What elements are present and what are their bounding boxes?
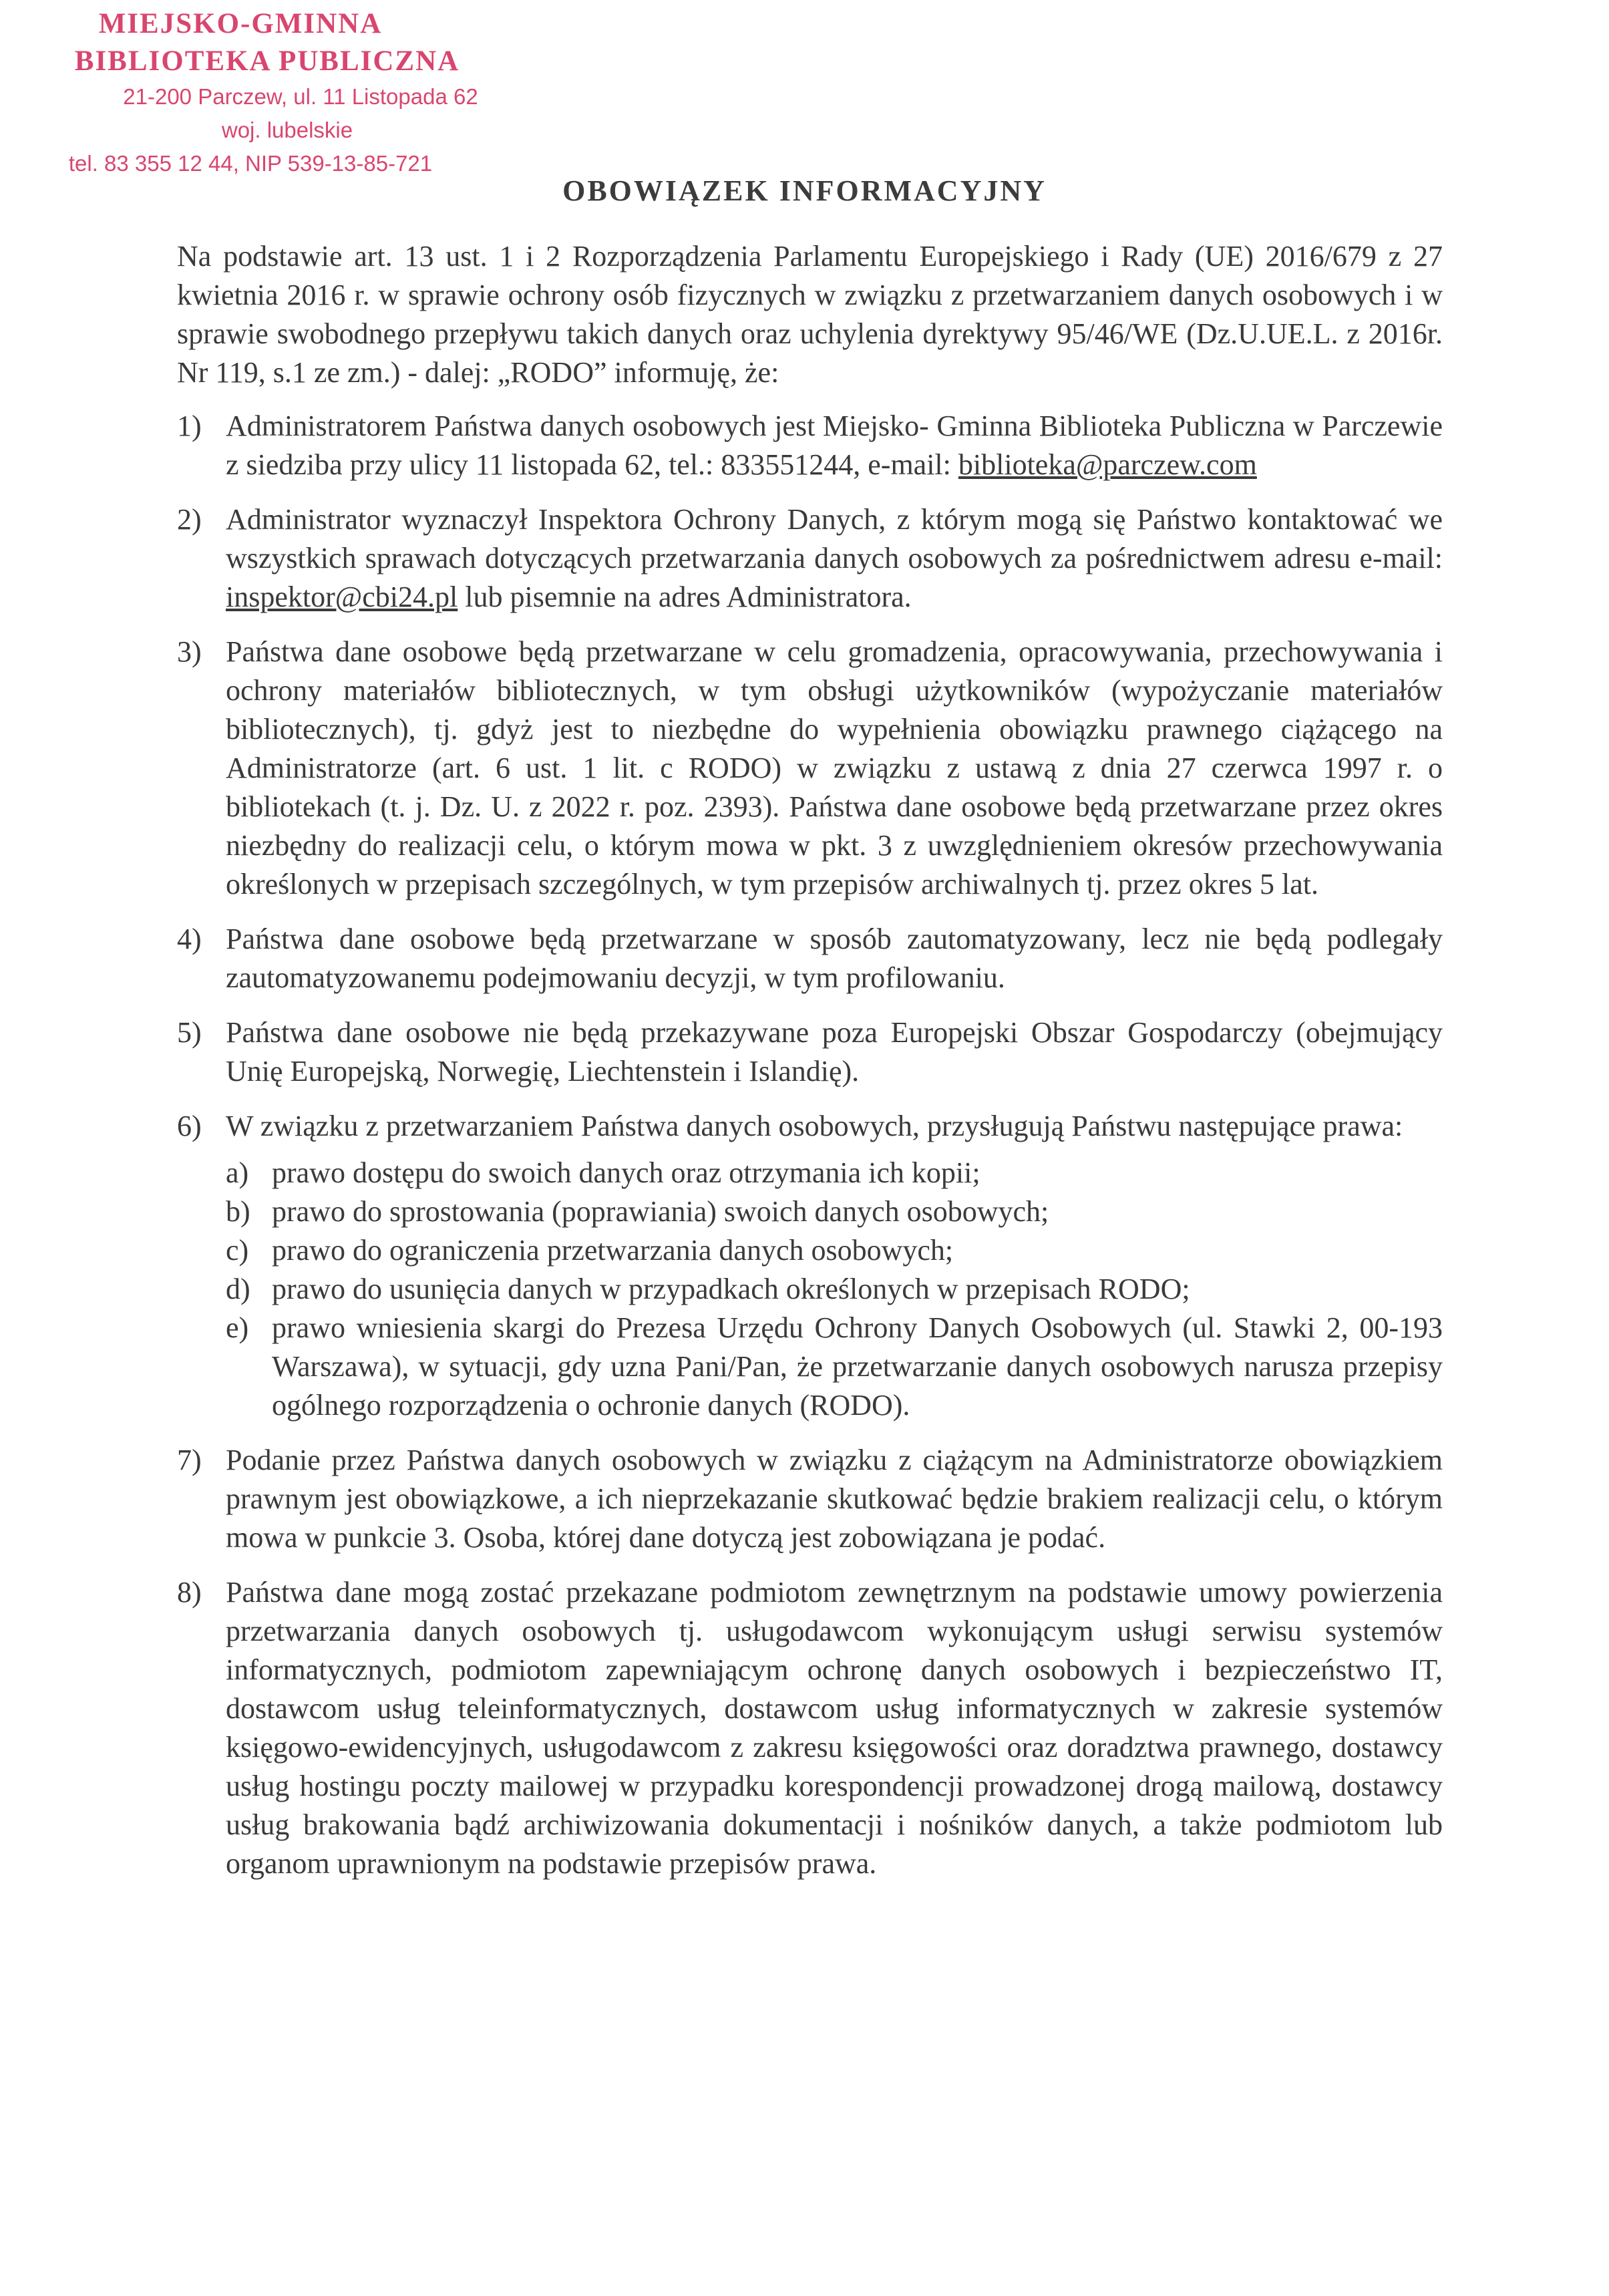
clause-number: 7) [177,1444,202,1476]
clause-text: Państwa dane osobowe będą przetwarzane w celu gromadzenia, opracowywania, przechowywania i ochrony materiałów bibliotecznych, w tym obsługi użytkowników (wypożyczanie materiałów bibliotecznych), tj. gdyż jest to niezbędne do wypełnienia obowiązku prawnego ciążącego na Administratorze (art. 6 ust. 1 lit. c RODO) w związku z ustawą z dnia 27 czerwca 1997 r. o bibliotekach (t. j. Dz. U. z 2022 r. poz. 2393). Państwa dane osobowe będą przetwarzane przez okres niezbędny do realizacji celu, o którym mowa w pkt. 3 z uwzględnieniem okresów przechowywania określonych w przepisach szczególnych, w tym przepisów archiwalnych tj. przez okres 5 lat. [226,635,1443,900]
clause-text [226,500,1443,617]
clause-number: 4) [177,923,202,955]
rights-letter: b) [226,1195,250,1228]
rights-text: prawo do sprostowania (poprawiania) swoich danych osobowych; [272,1195,1049,1228]
clause-item [177,1013,1443,1091]
clause-text: Podanie przez Państwa danych osobowych w związku z ciążącym na Administratorze obowiązkiem prawnym jest obowiązkowe, a ich nieprzekazanie skutkować będzie brakiem realizacji celu, o którym mowa w punkcie 3. Osoba, której dane dotyczą jest zobowiązana je podać. [226,1444,1443,1554]
stamp-name-line2: BIBLIOTEKA PUBLICZNA [74,45,460,77]
clause-item [177,1573,1443,1883]
clause-text-body: Administrator wyznaczył Inspektora Ochrony Danych, z którym mogą się Państwo kontaktować we wszystkich sprawach dotyczących przetwarzania danych osobowych za pośrednictwem adresu e-mail: [226,503,1443,575]
email-link[interactable]: inspektor@cbi24.pl [226,581,458,613]
stamp-name-line1: MIEJSKO-GMINNA [98,8,383,39]
rights-text: prawo do usunięcia danych w przypadkach określonych w przepisach RODO; [272,1273,1190,1305]
clause-number: 8) [177,1576,202,1609]
clause-number: 2) [177,503,202,536]
rights-letter: d) [226,1273,250,1305]
clause-text: Państwa dane mogą zostać przekazane podmiotom zewnętrznym na podstawie umowy powierzenia przetwarzania danych osobowych tj. usługodawcom wykonującym usługi serwisu systemów informatycznych, podmiotom zapewniającym ochronę danych osobowych i bezpieczeństwo IT, dostawcom usług teleinformatycznych, dostawcom usług informatycznych w zakresie systemów księgowo-ewidencyjnych, usługodawcom z zakresu księgowości oraz doradztwa prawnego, dostawcy usług hostingu poczty mailowej w przypadku korespondencji prowadzonej drogą mailową, dostawcy usług brakowania bądź archiwizowania dokumentacji i nośników danych, a także podmiotom lub organom uprawnionym na podstawie przepisów prawa. [226,1576,1443,1880]
clause-number: 5) [177,1016,202,1049]
clause-text-body: Administratorem Państwa danych osobowych jest Miejsko- Gminna Biblioteka Publiczna w Parczewie z siedziba przy ulicy 11 listopada 62, tel.: 833551244, e-mail: [226,409,1443,481]
clause-list [177,407,1443,1883]
rights-item [226,1154,1443,1192]
rights-letter: a) [226,1156,249,1189]
email-link[interactable]: biblioteka@parczew.com [958,448,1257,481]
rights-item [226,1309,1443,1425]
stamp-region: woj. lubelskie [221,118,353,142]
clause-item [177,500,1443,617]
rights-list [226,1154,1443,1425]
intro-paragraph: Na podstawie art. 13 ust. 1 i 2 Rozporządzenia Parlamentu Europejskiego i Rady (UE) 2016/679 z 27 kwietnia 2016 r. w sprawie ochrony osób fizycznych w związku z przetwarzaniem danych osobowych i w sprawie swobodnego przepływu takich danych oraz uchylenia dyrektywy 95/46/WE (Dz.U.UE.L. z 2016r. Nr 119, s.1 ze zm.) - dalej: „RODO” informuję, że: [177,240,1443,389]
clause-item [177,1107,1443,1425]
library-stamp [47,5,488,180]
document-title: OBOWIĄZEK INFORMACYJNY [562,174,1047,207]
clause-text: Państwa dane osobowe będą przetwarzane w sposób zautomatyzowany, lecz nie będą podlegały zautomatyzowanemu podejmowaniu decyzji, w tym profilowaniu. [226,923,1443,994]
clause-text: W związku z przetwarzaniem Państwa danych osobowych, przysługują Państwu następujące prawa: [226,1110,1403,1142]
clause-item [177,1441,1443,1557]
rights-item [226,1192,1443,1231]
stamp-address: 21-200 Parczew, ul. 11 Listopada 62 [123,84,478,109]
clause-number: 1) [177,409,202,442]
rights-item [226,1231,1443,1270]
rights-text: prawo do ograniczenia przetwarzania danych osobowych; [272,1234,954,1267]
clause-text: Państwa dane osobowe nie będą przekazywane poza Europejski Obszar Gospodarczy (obejmujący Unię Europejską, Norwegię, Liechtenstein i Islandię). [226,1016,1443,1088]
clause-item [177,407,1443,484]
clause-text [226,407,1443,484]
rights-item [226,1270,1443,1309]
clause-text-tail: lub pisemnie na adres Administratora. [458,581,912,613]
rights-text: prawo dostępu do swoich danych oraz otrzymania ich kopii; [272,1156,980,1189]
clause-number: 6) [177,1110,202,1142]
clause-number: 3) [177,635,202,668]
document-body [177,237,1443,1899]
clause-item [177,633,1443,904]
clause-item [177,920,1443,997]
stamp-tel: tel. 83 355 12 44, NIP 539-13-85-721 [68,151,433,176]
rights-letter: c) [226,1234,249,1267]
rights-letter: e) [226,1311,249,1344]
rights-text: prawo wniesienia skargi do Prezesa Urzędu Ochrony Danych Osobowych (ul. Stawki 2, 00-193 Warszawa), w sytuacji, gdy uzna Pani/Pan, że przetwarzanie danych osobowych narusza przepisy ogólnego rozporządzenia o ochronie danych (RODO). [272,1311,1443,1422]
